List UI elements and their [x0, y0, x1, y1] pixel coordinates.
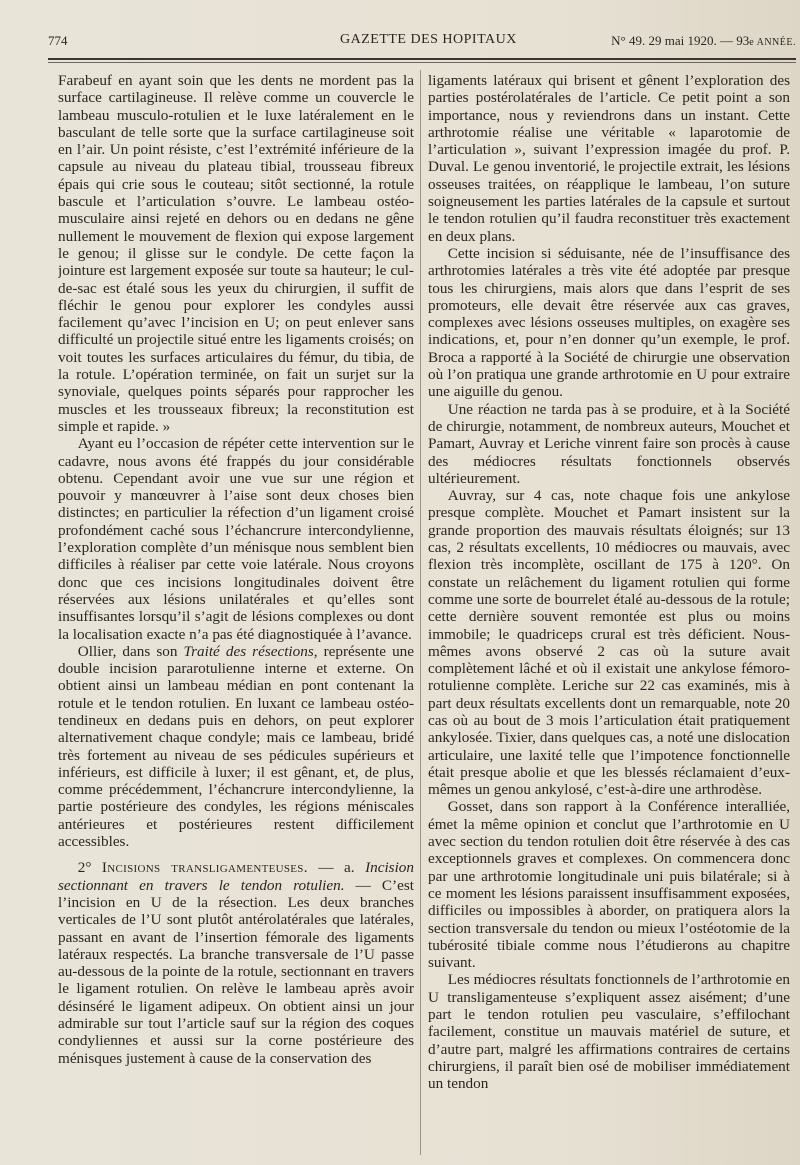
column-separator	[420, 70, 421, 1155]
running-header	[48, 30, 796, 54]
header-rule	[48, 58, 796, 60]
paragraph-text: — C’est l’incision en U de la résection. Les deux branches verticales de l’U sont plutôt antérolatérales que latérales, passant en avant de l’insertion fémorale des ligaments latéraux respectés. La branche transversale de l’U passe au-dessous de la pointe de la rotule, sectionnant en travers le ligament rotulien. On relève le lambeau après avoir désinséré le ligament adipeux. On obtient ainsi un jour admirable sur tout l’article sauf sur la région des coques condyliennes et aussi sur la corne postérieure des ménisques justement à cause de la conservation des	[58, 876, 414, 1067]
paragraph: Une réaction ne tarda pas à se produire, et à la Société de chirurgie, notamment, de nombreux auteurs, Mouchet et Pamart, Auvray et Leriche vinrent faire son procès à cause des médiocres résultats fonctionnels observés ultérieurement.	[428, 400, 790, 487]
section-heading: Incisions transligamenteuses.	[101, 859, 308, 877]
header-rule-thin	[48, 62, 796, 63]
paragraph-text: Ollier, dans son	[77, 642, 184, 660]
paragraph: ligaments latéraux qui brisent et gênent l’exploration des parties postérolatérales de l’article. Ce petit point a son importance, nous y reviendrons dans un instant. Cette arthrotomie réalise une véritable « laparotomie de l’articulation », suivant l’expression imagée du prof. P. Duval. Le genou inventorié, le projectile extrait, les lésions osseuses traitées, on réapplique le lambeau, l’on suture soigneusement les parties latérales de la capsule et surtout le tendon rotulien qu’il faudra reconstituer très exactement en deux plans.	[428, 72, 790, 245]
paragraph: Les médiocres résultats fonctionnels de l’arthrotomie en U transligamenteuse s’expliquent assez aisément; d’une part le tendon rotulien peu vasculaire, s’effilochant facilement, constitue un mauvais matériel de suture, et d’autre part, malgré les affirmations contraires de certains chirurgiens, il paraît bien osé de mobiliser immédiatement un tendon	[428, 971, 790, 1093]
section-subheading: Incision sectionnant en travers le tendon rotulien.	[58, 859, 414, 894]
paragraph: Farabeuf en ayant soin que les dents ne mordent pas la surface cartilagineuse. Il relève comme un couvercle le lambeau musculo-rotulien et le luxe latéralement en le basculant de telle sorte que la surface cartilagineuse soit en l’air. Un point résiste, c’est l’extrémité inférieure de la capsule au niveau du plateau tibial, trousseau fibreux épais qui crie sous le couteau; sitôt sectionné, la rotule bascule et l’articulation s’ouvre. Le lambeau ostéo-musculaire ainsi rejeté en dehors ou en dedans ne gêne nullement le mouvement de flexion qui expose largement le genou; il glisse sur le condyle. De cette façon la jointure est largement exposée sur toute sa hauteur; le cul-de-sac est étalé sous les yeux du chirurgien, il suffit de fléchir le genou pour explorer les condyles aussi facilement qu’avec l’incision en U; on peut enlever sans difficulté un projectile situé entre les ligaments croisés; on voit toutes les surfaces articulaires du fémur, du tibia, de la rotule. L’opération terminée, on fait un surjet sur la synoviale, quelques points séparés pour rapprocher les muscles et les trousseaux fibreux; la reconstitution est simple et rapide. »	[58, 72, 414, 435]
paragraph: Cette incision si séduisante, née de l’insuffisance des arthrotomies latérales a très vite été adoptée par presque tous les chirurgiens, mais alors que dans l’esprit de ses promoteurs, elle devait être réservée aux cas graves, complexes avec lésions osseuses multiples, on exagère ses indications, et, pour n’en donner qu’un exemple, le prof. Broca a rapporté à la Société de chirurgie une observation où l’on pratiqua une grande arthrotomie en U pour extraire une aiguille du genou.	[428, 244, 790, 401]
paragraph: Auvray, sur 4 cas, note chaque fois une ankylose presque complète. Mouchet et Pamart insistent sur la grande proportion des mauvais résultats éloignés; sur 13 cas, 2 résultats excellents, 10 médiocres ou mauvais, avec flexion très incomplète, oscillant de 175 à 120°. On constate un relâchement du ligament rotulien qui forme comme une sorte de bourrelet étalé au-dessous de la rotule; cette dernière souvent remontée est plus ou moins immobile; le quadriceps crural est très déficient. Nous-mêmes avons observé 2 cas où la suture avait complètement lâché et où il existait une ankylose fémoro-rotulienne complète. Leriche sur 22 cas examinés, mis à part deux résultats excellents dont un remarquable, note 20 cas où au bout de 3 mois l’articulation était pratiquement ankylosée. Tixier, dans quelques cas, a noté une dislocation articulaire, une laxité telle que l’impotence fonctionnelle était presque abolie et que les blessés réclamaient d’eux-mêmes un genou ankylosé, c’est-à-dire une arthrodèse.	[428, 487, 790, 799]
left-column	[58, 72, 414, 1157]
section-number: 2°	[77, 859, 102, 877]
paragraph: Ayant eu l’occasion de répéter cette intervention sur le cadavre, nous avons été frappés du jour considérable obtenu. Cependant avoir une vue sur une région et pouvoir y manœuvrer à l’aise sont deux choses bien distinctes; en particulier la réfection d’un ligament croisé profondément caché sous l’échancrure intercondylienne, l’exploration complète d’un ménisque nous semblent bien difficiles à réaliser par cette voie latérale. Nous croyons donc que ces incisions longitudinales doivent être réservées aux lésions unilatérales et qu’elles sont insuffisantes lorsqu’il s’agit de lésions complexes ou dont la localisation exacte n’a pas été diagnostiquée à l’avance.	[58, 435, 414, 643]
paragraph: Gosset, dans son rapport à la Conférence interalliée, émet la même opinion et conclut que l’arthrotomie en U avec section du tendon rotulien doit être réservée à des cas exceptionnels graves et complexes. On commencera donc par une arthrotomie longitudinale uni puis bilatérale; si à ce moment les lésions paraissent insuffisamment exposées, difficiles ou impossibles à aborder, on pratiquera alors la section transversale du tendon ou mieux l’ostéotomie de la tubérosité tibiale comme nous l’étudierons au chapitre suivant.	[428, 798, 790, 972]
issue-info	[611, 33, 796, 49]
paragraph-text: , représente une double incision pararotulienne interne et externe. On obtient ainsi un lambeau médian en pont contenant la rotule et le tendon rotulien. En luxant ce lambeau ostéo-tendineux en dedans puis en dehors, on peut explorer alternativement chaque condyle; mais ce lambeau, bridé très fortement au niveau de ses pédicules supérieurs et inférieurs, est difficile à luxer; il est gênant, et, de plus, comme précédemment, l’échancrure intercondylienne, la partie postérieure des condyles, les régions méniscales antérieures et postérieures restent difficilement accessibles.	[58, 642, 414, 851]
journal-title: GAZETTE DES HOPITAUX	[340, 32, 517, 47]
issue-date: N° 49. 29 mai 1920. — 93	[611, 33, 750, 48]
right-column	[428, 72, 790, 1157]
page-number: 774	[48, 33, 68, 48]
section-dash: — a.	[307, 859, 366, 877]
book-title: Traité des résections	[183, 642, 314, 660]
issue-year-suffix: e ANNÉE.	[749, 37, 796, 48]
paragraph	[58, 643, 414, 851]
section-paragraph	[58, 859, 414, 1067]
